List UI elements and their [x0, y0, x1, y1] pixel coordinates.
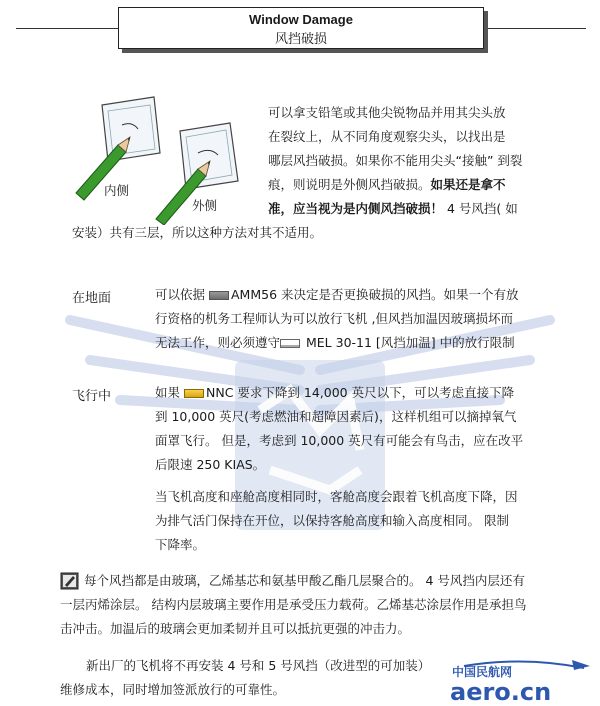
- intro-line-2: 在裂纹上，从不同角度观察尖头，以找出是: [268, 129, 506, 144]
- on-ground-text-a: 可以依据: [155, 287, 206, 302]
- logo-english-text: aero.cn: [450, 678, 552, 704]
- in-flight-line-2: 到 10,000 英尺(考虑燃油和超障因素后)，这样机组可以摘掉氧气: [155, 409, 517, 424]
- note-pencil-icon: [60, 572, 80, 590]
- title-rule-left: [16, 28, 118, 29]
- intro-bold-b: 准，应当视为是内侧风挡破损！: [268, 201, 444, 216]
- intro-line-3: 哪层风挡破损。如果你不能用尖头“接触” 到裂: [268, 153, 523, 168]
- on-ground-line-1: [155, 283, 519, 307]
- closing-line-2: 维修成本，同时增加签派放行的可靠性。: [60, 682, 286, 697]
- manual-book-icon: [209, 291, 229, 300]
- intro-line-4: [268, 173, 506, 197]
- title-chinese: 风挡破损: [274, 32, 327, 47]
- aero-cn-logo: [444, 658, 594, 704]
- windshield-pencil-illustration: [72, 95, 262, 225]
- outer-pane-icon: [180, 123, 238, 189]
- intro-line-5: [268, 197, 518, 221]
- on-ground-label: 在地面: [72, 291, 112, 306]
- outer-side-label: 外侧: [192, 198, 218, 213]
- closing-line-1: 新出厂的飞机将不再安装 4 号和 5 号风挡（改进型的可加装）: [86, 658, 431, 673]
- qrh-book-icon: [184, 389, 204, 398]
- inner-side-label: 内侧: [104, 183, 130, 198]
- in-flight-text-a: 如果: [155, 385, 181, 400]
- note-line-1: 每个风挡都是由玻璃，乙烯基芯和氨基甲酸乙酯几层聚合的。 4 号风挡内层还有: [84, 573, 525, 588]
- section-title-box: [118, 7, 484, 49]
- on-ground-text-c: 无法工作，则必须遵守: [155, 335, 281, 350]
- intro-line-4-text: 痕，则说明是外侧风挡破损。: [268, 177, 431, 192]
- on-ground-line-3: [155, 331, 515, 355]
- mel-book-icon: [280, 339, 300, 348]
- in-flight-line-5: 当飞机高度和座舱高度相同时，客舱高度会跟着飞机高度下降，因: [155, 489, 518, 504]
- intro-line-1: 可以拿支铅笔或其他尖锐物品并用其尖头放: [268, 105, 506, 120]
- outer-pencil-icon: [156, 161, 210, 225]
- in-flight-text-b: NNC 要求下降到 14,000 英尺以下，可以考虑直接下降: [206, 385, 515, 400]
- in-flight-line-7: 下降率。: [155, 537, 206, 552]
- intro-bold-a: 如果还是拿不: [430, 177, 506, 192]
- in-flight-line-1: [155, 381, 514, 405]
- on-ground-line-2: 行资格的机务工程师认为可以放行飞机 ,但风挡加温因玻璃损坏而: [155, 311, 513, 326]
- intro-line-6: 安装）共有三层，所以这种方法对其不适用。: [72, 225, 323, 240]
- in-flight-label: 飞行中: [72, 389, 112, 404]
- note-line-3: 击冲击。加温后的玻璃会更加柔韧并且可以抵抗更强的冲击力。: [60, 621, 411, 636]
- intro-tail-a: 4 号风挡( 如: [447, 201, 518, 216]
- title-english: Window Damage: [249, 12, 353, 27]
- on-ground-text-b: AMM56 来决定是否更换破损的风挡。如果一个有放: [231, 287, 519, 302]
- in-flight-line-4: 后限速 250 KIAS。: [155, 457, 266, 472]
- title-rule-right: [486, 28, 586, 29]
- logo-chinese-text: 中国民航网: [452, 665, 513, 679]
- inner-pane-icon: [102, 97, 160, 161]
- note-line-2: 一层丙烯涂层。 结构内层玻璃主要作用是承受压力载荷。乙烯基芯涂层作用是承担鸟: [60, 597, 527, 612]
- in-flight-line-6: 为排气活门保持在开位，以保持客舱高度和输入高度相同。 限制: [155, 513, 509, 528]
- on-ground-text-d: MEL 30-11 [风挡加温] 中的放行限制: [306, 335, 515, 350]
- in-flight-line-3: 面罩飞行。 但是，考虑到 10,000 英尺有可能会有鸟击，应在改平: [155, 433, 524, 448]
